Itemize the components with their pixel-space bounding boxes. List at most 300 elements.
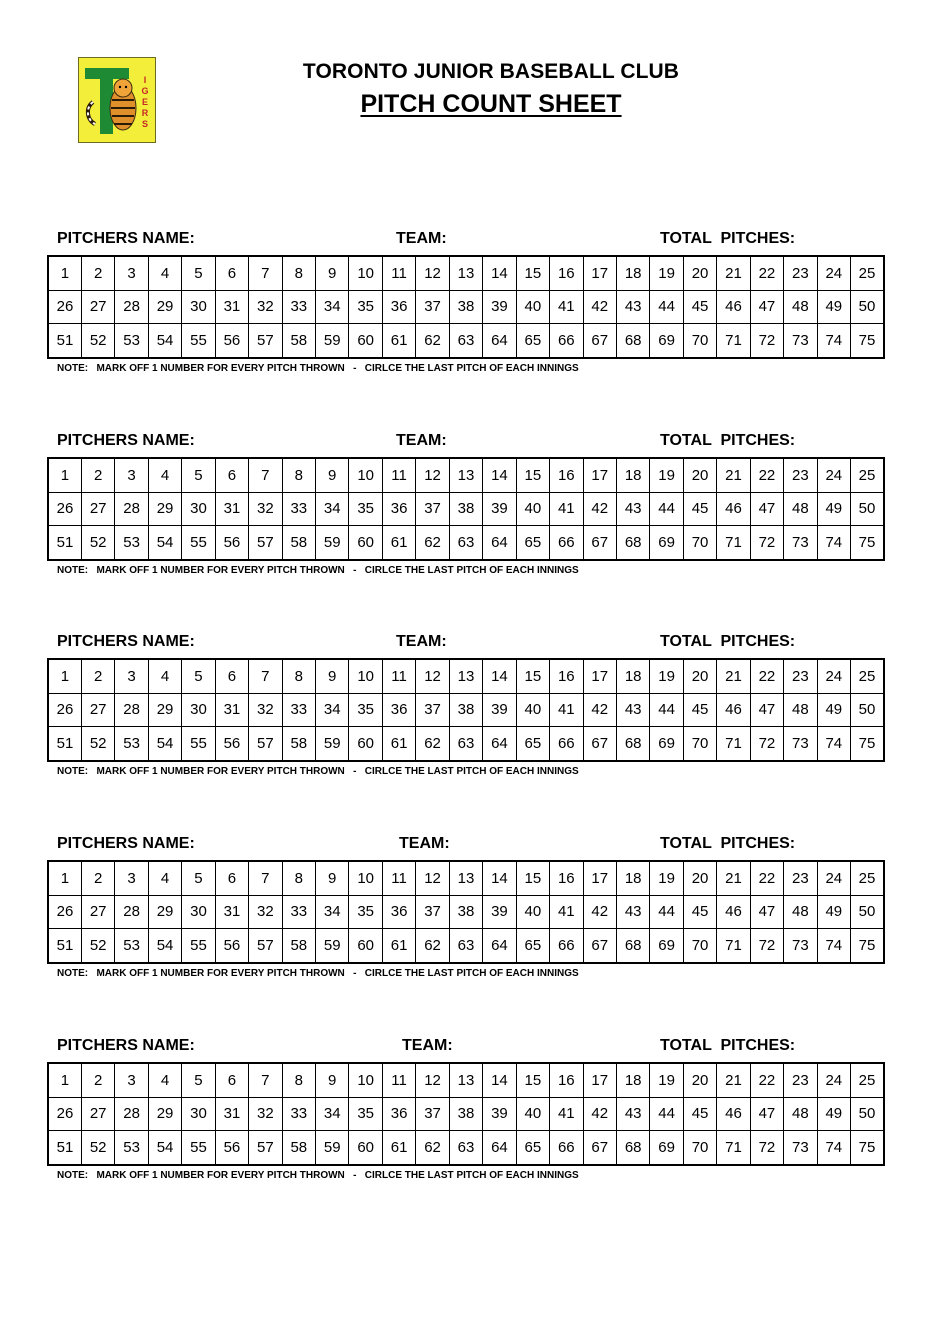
pitch-cell[interactable]: 68 [616,929,649,963]
pitch-cell[interactable]: 55 [182,929,215,963]
pitch-cell[interactable]: 36 [382,1097,415,1131]
pitch-cell[interactable]: 55 [182,727,215,761]
pitch-cell[interactable]: 74 [817,727,850,761]
pitch-cell[interactable]: 32 [249,492,282,526]
pitch-cell[interactable]: 13 [449,256,482,290]
pitch-cell[interactable]: 31 [215,1097,248,1131]
pitch-cell[interactable]: 50 [851,1097,885,1131]
pitch-cell[interactable]: 2 [81,256,114,290]
pitch-cell[interactable]: 23 [784,458,817,492]
pitch-cell[interactable]: 53 [115,324,148,358]
pitch-cell[interactable]: 16 [550,861,583,895]
pitch-cell[interactable]: 51 [48,526,81,560]
pitch-cell[interactable]: 28 [115,895,148,929]
pitch-cell[interactable]: 36 [382,895,415,929]
pitch-cell[interactable]: 12 [416,458,449,492]
pitch-cell[interactable]: 64 [483,727,516,761]
pitch-cell[interactable]: 48 [784,693,817,727]
pitch-cell[interactable]: 3 [115,1063,148,1097]
pitch-cell[interactable]: 52 [81,526,114,560]
pitch-cell[interactable]: 39 [483,1097,516,1131]
pitch-cell[interactable]: 8 [282,256,315,290]
pitch-cell[interactable]: 43 [616,693,649,727]
pitch-cell[interactable]: 21 [717,1063,750,1097]
pitch-cell[interactable]: 11 [382,458,415,492]
pitch-cell[interactable]: 10 [349,659,382,693]
pitch-cell[interactable]: 5 [182,256,215,290]
pitch-cell[interactable]: 23 [784,861,817,895]
pitch-cell[interactable]: 35 [349,290,382,324]
pitch-cell[interactable]: 9 [316,256,349,290]
pitch-cell[interactable]: 45 [683,895,716,929]
pitch-cell[interactable]: 64 [483,526,516,560]
pitch-cell[interactable]: 32 [249,895,282,929]
pitch-cell[interactable]: 43 [616,290,649,324]
pitch-cell[interactable]: 41 [550,1097,583,1131]
pitch-cell[interactable]: 44 [650,693,683,727]
pitch-cell[interactable]: 30 [182,290,215,324]
pitch-cell[interactable]: 54 [148,526,181,560]
pitch-cell[interactable]: 23 [784,659,817,693]
pitch-cell[interactable]: 43 [616,895,649,929]
pitch-cell[interactable]: 66 [550,324,583,358]
pitch-cell[interactable]: 26 [48,492,81,526]
pitch-cell[interactable]: 5 [182,458,215,492]
pitch-cell[interactable]: 39 [483,895,516,929]
pitch-cell[interactable]: 6 [215,256,248,290]
pitch-cell[interactable]: 24 [817,659,850,693]
pitch-cell[interactable]: 16 [550,256,583,290]
pitch-cell[interactable]: 19 [650,256,683,290]
pitch-cell[interactable]: 48 [784,1097,817,1131]
pitch-cell[interactable]: 42 [583,693,616,727]
pitch-cell[interactable]: 59 [316,727,349,761]
pitch-cell[interactable]: 69 [650,526,683,560]
pitch-cell[interactable]: 7 [249,1063,282,1097]
pitch-cell[interactable]: 39 [483,693,516,727]
pitch-cell[interactable]: 19 [650,1063,683,1097]
pitch-cell[interactable]: 72 [750,1131,783,1165]
pitch-cell[interactable]: 11 [382,1063,415,1097]
pitch-cell[interactable]: 63 [449,526,482,560]
pitch-cell[interactable]: 24 [817,256,850,290]
pitch-cell[interactable]: 38 [449,693,482,727]
pitch-cell[interactable]: 1 [48,256,81,290]
pitch-cell[interactable]: 18 [616,256,649,290]
pitch-cell[interactable]: 49 [817,895,850,929]
pitch-cell[interactable]: 38 [449,290,482,324]
pitch-cell[interactable]: 35 [349,1097,382,1131]
pitch-cell[interactable]: 62 [416,526,449,560]
pitch-cell[interactable]: 64 [483,1131,516,1165]
pitch-cell[interactable]: 55 [182,324,215,358]
pitch-cell[interactable]: 44 [650,290,683,324]
pitch-cell[interactable]: 40 [516,1097,549,1131]
pitch-cell[interactable]: 41 [550,492,583,526]
pitch-cell[interactable]: 61 [382,526,415,560]
pitch-cell[interactable]: 52 [81,727,114,761]
pitch-cell[interactable]: 34 [316,693,349,727]
pitch-cell[interactable]: 47 [750,693,783,727]
pitch-cell[interactable]: 17 [583,256,616,290]
pitch-cell[interactable]: 71 [717,929,750,963]
pitch-cell[interactable]: 66 [550,929,583,963]
pitch-cell[interactable]: 50 [851,290,885,324]
pitch-cell[interactable]: 21 [717,861,750,895]
pitch-cell[interactable]: 63 [449,1131,482,1165]
pitch-cell[interactable]: 19 [650,861,683,895]
pitch-cell[interactable]: 75 [851,324,885,358]
pitch-cell[interactable]: 53 [115,929,148,963]
pitch-cell[interactable]: 67 [583,1131,616,1165]
pitch-cell[interactable]: 48 [784,290,817,324]
pitch-cell[interactable]: 43 [616,1097,649,1131]
pitch-cell[interactable]: 34 [316,492,349,526]
pitch-cell[interactable]: 29 [148,895,181,929]
pitch-cell[interactable]: 9 [316,1063,349,1097]
pitch-cell[interactable]: 6 [215,861,248,895]
pitch-cell[interactable]: 24 [817,458,850,492]
pitch-cell[interactable]: 41 [550,290,583,324]
pitch-cell[interactable]: 29 [148,492,181,526]
pitch-cell[interactable]: 61 [382,929,415,963]
pitch-cell[interactable]: 17 [583,1063,616,1097]
pitch-cell[interactable]: 56 [215,929,248,963]
pitch-cell[interactable]: 8 [282,1063,315,1097]
pitch-cell[interactable]: 33 [282,290,315,324]
pitch-cell[interactable]: 35 [349,492,382,526]
pitch-cell[interactable]: 31 [215,895,248,929]
pitch-cell[interactable]: 12 [416,1063,449,1097]
pitch-cell[interactable]: 70 [683,324,716,358]
pitch-cell[interactable]: 46 [717,693,750,727]
pitch-cell[interactable]: 7 [249,659,282,693]
pitch-cell[interactable]: 60 [349,1131,382,1165]
pitch-cell[interactable]: 56 [215,1131,248,1165]
pitch-cell[interactable]: 71 [717,526,750,560]
pitch-cell[interactable]: 48 [784,895,817,929]
pitch-cell[interactable]: 73 [784,1131,817,1165]
pitch-cell[interactable]: 5 [182,659,215,693]
pitch-cell[interactable]: 21 [717,659,750,693]
pitch-cell[interactable]: 60 [349,929,382,963]
pitch-cell[interactable]: 60 [349,324,382,358]
pitch-cell[interactable]: 25 [851,458,885,492]
pitch-cell[interactable]: 39 [483,290,516,324]
pitch-cell[interactable]: 10 [349,1063,382,1097]
pitch-cell[interactable]: 74 [817,526,850,560]
pitch-cell[interactable]: 15 [516,256,549,290]
pitch-cell[interactable]: 14 [483,256,516,290]
pitch-cell[interactable]: 65 [516,929,549,963]
pitch-cell[interactable]: 8 [282,861,315,895]
pitch-cell[interactable]: 54 [148,727,181,761]
pitch-cell[interactable]: 57 [249,526,282,560]
pitch-cell[interactable]: 6 [215,458,248,492]
pitch-cell[interactable]: 57 [249,727,282,761]
pitch-cell[interactable]: 51 [48,324,81,358]
pitch-cell[interactable]: 3 [115,861,148,895]
pitch-cell[interactable]: 66 [550,526,583,560]
pitch-cell[interactable]: 52 [81,929,114,963]
pitch-cell[interactable]: 10 [349,458,382,492]
pitch-cell[interactable]: 20 [683,256,716,290]
pitch-cell[interactable]: 28 [115,492,148,526]
pitch-cell[interactable]: 3 [115,458,148,492]
pitch-cell[interactable]: 13 [449,1063,482,1097]
pitch-cell[interactable]: 59 [316,324,349,358]
pitch-cell[interactable]: 22 [750,256,783,290]
pitch-cell[interactable]: 75 [851,727,885,761]
pitch-cell[interactable]: 16 [550,458,583,492]
pitch-cell[interactable]: 1 [48,458,81,492]
pitch-cell[interactable]: 12 [416,659,449,693]
pitch-cell[interactable]: 50 [851,693,885,727]
pitch-cell[interactable]: 1 [48,861,81,895]
pitch-cell[interactable]: 44 [650,492,683,526]
pitch-cell[interactable]: 25 [851,861,885,895]
pitch-cell[interactable]: 32 [249,290,282,324]
pitch-cell[interactable]: 12 [416,861,449,895]
pitch-cell[interactable]: 25 [851,256,885,290]
pitch-cell[interactable]: 50 [851,492,885,526]
pitch-cell[interactable]: 30 [182,693,215,727]
pitch-cell[interactable]: 70 [683,727,716,761]
pitch-cell[interactable]: 27 [81,290,114,324]
pitch-cell[interactable]: 42 [583,492,616,526]
pitch-cell[interactable]: 14 [483,458,516,492]
pitch-cell[interactable]: 62 [416,727,449,761]
pitch-cell[interactable]: 45 [683,693,716,727]
pitch-cell[interactable]: 72 [750,324,783,358]
pitch-cell[interactable]: 54 [148,1131,181,1165]
pitch-cell[interactable]: 53 [115,1131,148,1165]
pitch-cell[interactable]: 67 [583,727,616,761]
pitch-cell[interactable]: 44 [650,1097,683,1131]
pitch-cell[interactable]: 49 [817,693,850,727]
pitch-cell[interactable]: 60 [349,727,382,761]
pitch-cell[interactable]: 5 [182,1063,215,1097]
pitch-cell[interactable]: 9 [316,861,349,895]
pitch-cell[interactable]: 10 [349,256,382,290]
pitch-cell[interactable]: 40 [516,492,549,526]
pitch-cell[interactable]: 19 [650,458,683,492]
pitch-cell[interactable]: 36 [382,492,415,526]
pitch-cell[interactable]: 58 [282,727,315,761]
pitch-cell[interactable]: 62 [416,324,449,358]
pitch-cell[interactable]: 58 [282,1131,315,1165]
pitch-cell[interactable]: 26 [48,693,81,727]
pitch-cell[interactable]: 47 [750,895,783,929]
pitch-cell[interactable]: 49 [817,1097,850,1131]
pitch-cell[interactable]: 17 [583,861,616,895]
pitch-cell[interactable]: 38 [449,1097,482,1131]
pitch-cell[interactable]: 63 [449,324,482,358]
pitch-cell[interactable]: 56 [215,526,248,560]
pitch-cell[interactable]: 34 [316,895,349,929]
pitch-cell[interactable]: 74 [817,324,850,358]
pitch-cell[interactable]: 13 [449,458,482,492]
pitch-cell[interactable]: 49 [817,290,850,324]
pitch-cell[interactable]: 54 [148,929,181,963]
pitch-cell[interactable]: 67 [583,324,616,358]
pitch-cell[interactable]: 2 [81,1063,114,1097]
pitch-cell[interactable]: 51 [48,1131,81,1165]
pitch-cell[interactable]: 32 [249,1097,282,1131]
pitch-cell[interactable]: 38 [449,492,482,526]
pitch-cell[interactable]: 35 [349,693,382,727]
pitch-cell[interactable]: 2 [81,659,114,693]
pitch-cell[interactable]: 11 [382,256,415,290]
pitch-cell[interactable]: 67 [583,526,616,560]
pitch-cell[interactable]: 15 [516,861,549,895]
pitch-cell[interactable]: 27 [81,1097,114,1131]
pitch-cell[interactable]: 65 [516,1131,549,1165]
pitch-cell[interactable]: 29 [148,290,181,324]
pitch-cell[interactable]: 17 [583,659,616,693]
pitch-cell[interactable]: 11 [382,861,415,895]
pitch-cell[interactable]: 53 [115,526,148,560]
pitch-cell[interactable]: 74 [817,1131,850,1165]
pitch-cell[interactable]: 27 [81,693,114,727]
pitch-cell[interactable]: 1 [48,659,81,693]
pitch-cell[interactable]: 27 [81,895,114,929]
pitch-cell[interactable]: 30 [182,492,215,526]
pitch-cell[interactable]: 2 [81,861,114,895]
pitch-cell[interactable]: 41 [550,895,583,929]
pitch-cell[interactable]: 68 [616,526,649,560]
pitch-cell[interactable]: 16 [550,1063,583,1097]
pitch-cell[interactable]: 28 [115,1097,148,1131]
pitch-cell[interactable]: 52 [81,1131,114,1165]
pitch-cell[interactable]: 18 [616,458,649,492]
pitch-cell[interactable]: 72 [750,929,783,963]
pitch-cell[interactable]: 31 [215,693,248,727]
pitch-cell[interactable]: 22 [750,458,783,492]
pitch-cell[interactable]: 4 [148,861,181,895]
pitch-cell[interactable]: 9 [316,458,349,492]
pitch-cell[interactable]: 20 [683,659,716,693]
pitch-cell[interactable]: 7 [249,861,282,895]
pitch-cell[interactable]: 14 [483,861,516,895]
pitch-cell[interactable]: 55 [182,1131,215,1165]
pitch-cell[interactable]: 71 [717,1131,750,1165]
pitch-cell[interactable]: 66 [550,727,583,761]
pitch-cell[interactable]: 22 [750,659,783,693]
pitch-cell[interactable]: 14 [483,659,516,693]
pitch-cell[interactable]: 43 [616,492,649,526]
pitch-cell[interactable]: 10 [349,861,382,895]
pitch-cell[interactable]: 46 [717,492,750,526]
pitch-cell[interactable]: 46 [717,290,750,324]
pitch-cell[interactable]: 7 [249,256,282,290]
pitch-cell[interactable]: 67 [583,929,616,963]
pitch-cell[interactable]: 6 [215,1063,248,1097]
pitch-cell[interactable]: 73 [784,727,817,761]
pitch-cell[interactable]: 11 [382,659,415,693]
pitch-cell[interactable]: 30 [182,1097,215,1131]
pitch-cell[interactable]: 48 [784,492,817,526]
pitch-cell[interactable]: 72 [750,727,783,761]
pitch-cell[interactable]: 42 [583,1097,616,1131]
pitch-cell[interactable]: 5 [182,861,215,895]
pitch-cell[interactable]: 18 [616,861,649,895]
pitch-cell[interactable]: 50 [851,895,885,929]
pitch-cell[interactable]: 44 [650,895,683,929]
pitch-cell[interactable]: 73 [784,324,817,358]
pitch-cell[interactable]: 72 [750,526,783,560]
pitch-cell[interactable]: 29 [148,693,181,727]
pitch-cell[interactable]: 33 [282,492,315,526]
pitch-cell[interactable]: 75 [851,526,885,560]
pitch-cell[interactable]: 30 [182,895,215,929]
pitch-cell[interactable]: 65 [516,526,549,560]
pitch-cell[interactable]: 31 [215,492,248,526]
pitch-cell[interactable]: 15 [516,1063,549,1097]
pitch-cell[interactable]: 49 [817,492,850,526]
pitch-cell[interactable]: 24 [817,1063,850,1097]
pitch-cell[interactable]: 40 [516,895,549,929]
pitch-cell[interactable]: 47 [750,290,783,324]
pitch-cell[interactable]: 18 [616,1063,649,1097]
pitch-cell[interactable]: 51 [48,727,81,761]
pitch-cell[interactable]: 58 [282,526,315,560]
pitch-cell[interactable]: 15 [516,659,549,693]
pitch-cell[interactable]: 13 [449,659,482,693]
pitch-cell[interactable]: 66 [550,1131,583,1165]
pitch-cell[interactable]: 25 [851,659,885,693]
pitch-cell[interactable]: 13 [449,861,482,895]
pitch-cell[interactable]: 8 [282,458,315,492]
pitch-cell[interactable]: 71 [717,324,750,358]
pitch-cell[interactable]: 70 [683,1131,716,1165]
pitch-cell[interactable]: 60 [349,526,382,560]
pitch-cell[interactable]: 51 [48,929,81,963]
pitch-cell[interactable]: 62 [416,1131,449,1165]
pitch-cell[interactable]: 37 [416,895,449,929]
pitch-cell[interactable]: 45 [683,1097,716,1131]
pitch-cell[interactable]: 71 [717,727,750,761]
pitch-cell[interactable]: 37 [416,693,449,727]
pitch-cell[interactable]: 68 [616,727,649,761]
pitch-cell[interactable]: 22 [750,861,783,895]
pitch-cell[interactable]: 64 [483,324,516,358]
pitch-cell[interactable]: 70 [683,929,716,963]
pitch-cell[interactable]: 59 [316,526,349,560]
pitch-cell[interactable]: 57 [249,324,282,358]
pitch-cell[interactable]: 45 [683,290,716,324]
pitch-cell[interactable]: 61 [382,324,415,358]
pitch-cell[interactable]: 39 [483,492,516,526]
pitch-cell[interactable]: 61 [382,1131,415,1165]
pitch-cell[interactable]: 70 [683,526,716,560]
pitch-cell[interactable]: 57 [249,1131,282,1165]
pitch-cell[interactable]: 65 [516,727,549,761]
pitch-cell[interactable]: 29 [148,1097,181,1131]
pitch-cell[interactable]: 24 [817,861,850,895]
pitch-cell[interactable]: 33 [282,693,315,727]
pitch-cell[interactable]: 74 [817,929,850,963]
pitch-cell[interactable]: 9 [316,659,349,693]
pitch-cell[interactable]: 18 [616,659,649,693]
pitch-cell[interactable]: 59 [316,929,349,963]
pitch-cell[interactable]: 17 [583,458,616,492]
pitch-cell[interactable]: 35 [349,895,382,929]
pitch-cell[interactable]: 12 [416,256,449,290]
pitch-cell[interactable]: 4 [148,1063,181,1097]
pitch-cell[interactable]: 37 [416,290,449,324]
pitch-cell[interactable]: 64 [483,929,516,963]
